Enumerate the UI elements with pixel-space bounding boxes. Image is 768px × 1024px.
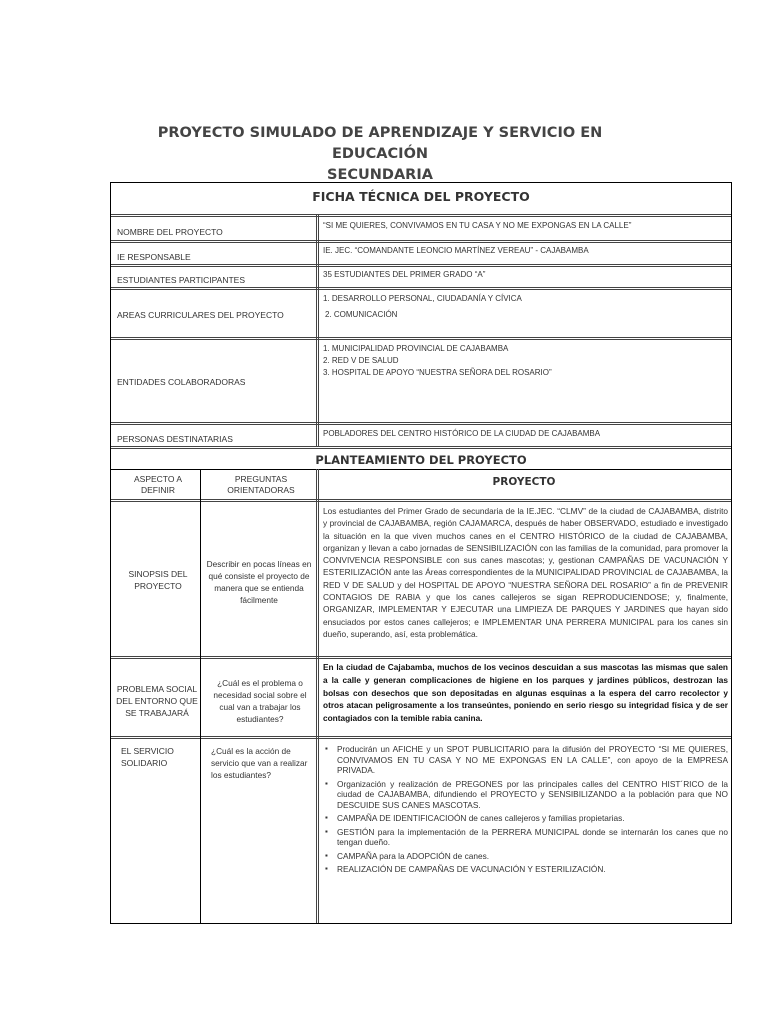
aspecto-sinopsis: SINOPSIS DEL PROYECTO — [128, 569, 188, 591]
planteamiento-header-row — [111, 446, 731, 469]
entidad-item: 2. RED V DE SALUD — [323, 356, 399, 365]
label-nombre: NOMBRE DEL PROYECTO — [117, 227, 223, 237]
servicio-item: ▪ CAMPAÑA para la ADOPCIÓN de canes. — [325, 851, 728, 862]
label-ie: IE RESPONSABLE — [117, 252, 191, 262]
label-estudiantes: ESTUDIANTES PARTICIPANTES — [117, 275, 245, 285]
entidad-item: 1. MUNICIPALIDAD PROVINCIAL DE CAJABAMBA — [323, 344, 509, 353]
area-item-2: 2. COMUNICACIÓN — [325, 310, 398, 319]
entidad-item: 3. HOSPITAL DE APOYO “NUESTRA SEÑORA DEL ROSARIO” — [323, 368, 552, 377]
row-destinatarias — [111, 422, 731, 446]
column-header-row — [111, 469, 731, 499]
label-destinatarias: PERSONAS DESTINATARIAS — [117, 434, 233, 444]
value-destinatarias: POBLADORES DEL CENTRO HISTÓRICO DE LA CIUDAD DE CAJABAMBA — [323, 429, 601, 438]
aspecto-servicio: EL SERVICIO SOLIDARIO — [121, 746, 174, 768]
servicio-item: ▪ Organización y realización de PREGONES por las principales calles del CENTRO HIST´RICO de la ciudad de CAJABAMBA, difundiendo el PROYECTO y SENSIBILIZANDO a la población para que NO DESCUIDE SUS CANES MASCOTAS. — [325, 779, 728, 811]
title-line-2: SECUNDARIA — [327, 167, 433, 183]
row-servicio — [111, 736, 731, 925]
ficha-header: FICHA TÉCNICA DEL PROYECTO — [312, 189, 530, 204]
servicio-item: ▪ REALIZACIÓN DE CAMPAÑAS DE VACUNACIÓN Y ESTERILIZACIÓN. — [325, 864, 728, 875]
col-proyecto: PROYECTO — [492, 476, 556, 488]
row-entidades — [111, 337, 731, 422]
row-estudiantes — [111, 264, 731, 287]
project-sheet-table — [110, 182, 732, 924]
label-entidades: ENTIDADES COLABORADORAS — [117, 377, 246, 387]
document-title — [110, 123, 650, 186]
row-sinopsis — [111, 499, 731, 656]
value-nombre: “SI ME QUIERES, CONVIVAMOS EN TU CASA Y NO ME EXPONGAS EN LA CALLE” — [323, 221, 632, 230]
ficha-divider — [316, 214, 319, 446]
servicio-item: ▪ GESTIÓN para la implementación de la PERRERA MUNICIPAL donde se internarán los canes que no tengan dueño. — [325, 827, 728, 848]
servicio-item: ▪ CAMPAÑA DE IDENTIFICACIOÓN de canes callejeros y familias propietarias. — [325, 813, 728, 824]
pregunta-servicio: ¿Cuál es la acción de servicio que van a realizar los estudiantes? — [211, 746, 308, 780]
label-areas: AREAS CURRICULARES DEL PROYECTO — [117, 310, 284, 320]
pregunta-problema: ¿Cuál es el problema o necesidad social sobre el cual van a trabajar los estudiantes? — [213, 678, 307, 724]
col-preguntas: PREGUNTAS ORIENTADORAS — [227, 474, 295, 495]
title-line-1: PROYECTO SIMULADO DE APRENDIZAJE Y SERVICIO EN EDUCACIÓN — [157, 125, 603, 162]
aspecto-divider — [200, 469, 201, 923]
entidades-list — [323, 344, 552, 380]
col-aspecto: ASPECTO A DEFINIR — [133, 474, 183, 495]
servicio-list — [325, 744, 728, 878]
row-problema — [111, 656, 731, 736]
texto-sinopsis: Los estudiantes del Primer Grado de secundaria de la IE.JEC. “CLMV” de la ciudad de CAJABAMBA, distrito y provincial de CAJABAMBA, región CAJAMARCA, después de haber OBSERVADO, estudiado e investigado la situación en la que viven muchos canes en el CENTRO HISTÓRICO de la ciudad de CAJABAMBA, organizan y llevan a cabo jornadas de SENSIBILIZACIÓN con las familias de la comunidad, para promover la CONVIVENCIA RESPONSIBLE con sus canes mascotas; y, gestionan CAMPAÑAS DE VACUNACIÓN Y ESTERILIZACIÓN ante las Áreas correspondientes de la MUNICIPALIDAD PROVINCIAL de CAJABAMBA, la RED V DE SALUD y del HOSPITAL DE APOYO “NUESTRA SEÑORA DEL ROSARIO” a fin de PREVENIR CONTAGIOS DE RABIA y que los canes callejeros se sigan REPRODUCIENDOSE; y, finalmente, ORGANIZAR, IMPLEMENTAR Y EJECUTAR una LIMPIEZA DE PARQUES Y JARDINES que hayan sido ensuciados por estos canes callejeros; e IMPLEMENTAR UNA PERRERA MUNICIPAL para los canes sin dueño, superando, así, esta problemática. — [323, 506, 728, 639]
pregunta-sinopsis: Describir en pocas líneas en qué consiste el proyecto de manera que se entienda fácilmente — [206, 559, 312, 605]
row-ie — [111, 240, 731, 264]
aspecto-problema: PROBLEMA SOCIAL DEL ENTORNO QUE SE TRABAJARÁ — [116, 684, 198, 718]
texto-problema: En la ciudad de Cajabamba, muchos de los vecinos descuidan a sus mascotas las mismas que salen a la calle y generan complicaciones de higiene en los parques y jardines públicos, destrozan las bolsas con desechos que son depositadas en algunas esquinas a la espera del carro recolector y otros atacan peligrosamente a los transeúntes, poniendo en serio riesgo su integridad física y de ser contagiados con la temible rabia canina. — [323, 662, 728, 724]
row-areas — [111, 287, 731, 337]
value-ie: IE. JEC. “COMANDANTE LEONCIO MARTÍNEZ VEREAU” - CAJABAMBA — [323, 246, 589, 255]
servicio-item: ▪ Producirán un AFICHE y un SPOT PUBLICITARIO para la difusión del PROYECTO “SI ME QUIERES, CONVIVAMOS EN TU CASA Y NO ME EXPONGAS EN LA CALLE”, con apoyo de la EMPRESA PRIVADA. — [325, 744, 728, 776]
planteamiento-header: PLANTEAMIENTO DEL PROYECTO — [315, 453, 527, 467]
value-estudiantes: 35 ESTUDIANTES DEL PRIMER GRADO “A” — [323, 270, 486, 279]
area-item-1: 1. DESARROLLO PERSONAL, CIUDADANÍA Y CÍVICA — [323, 294, 522, 303]
proyecto-divider — [316, 469, 319, 923]
row-nombre — [111, 214, 731, 240]
